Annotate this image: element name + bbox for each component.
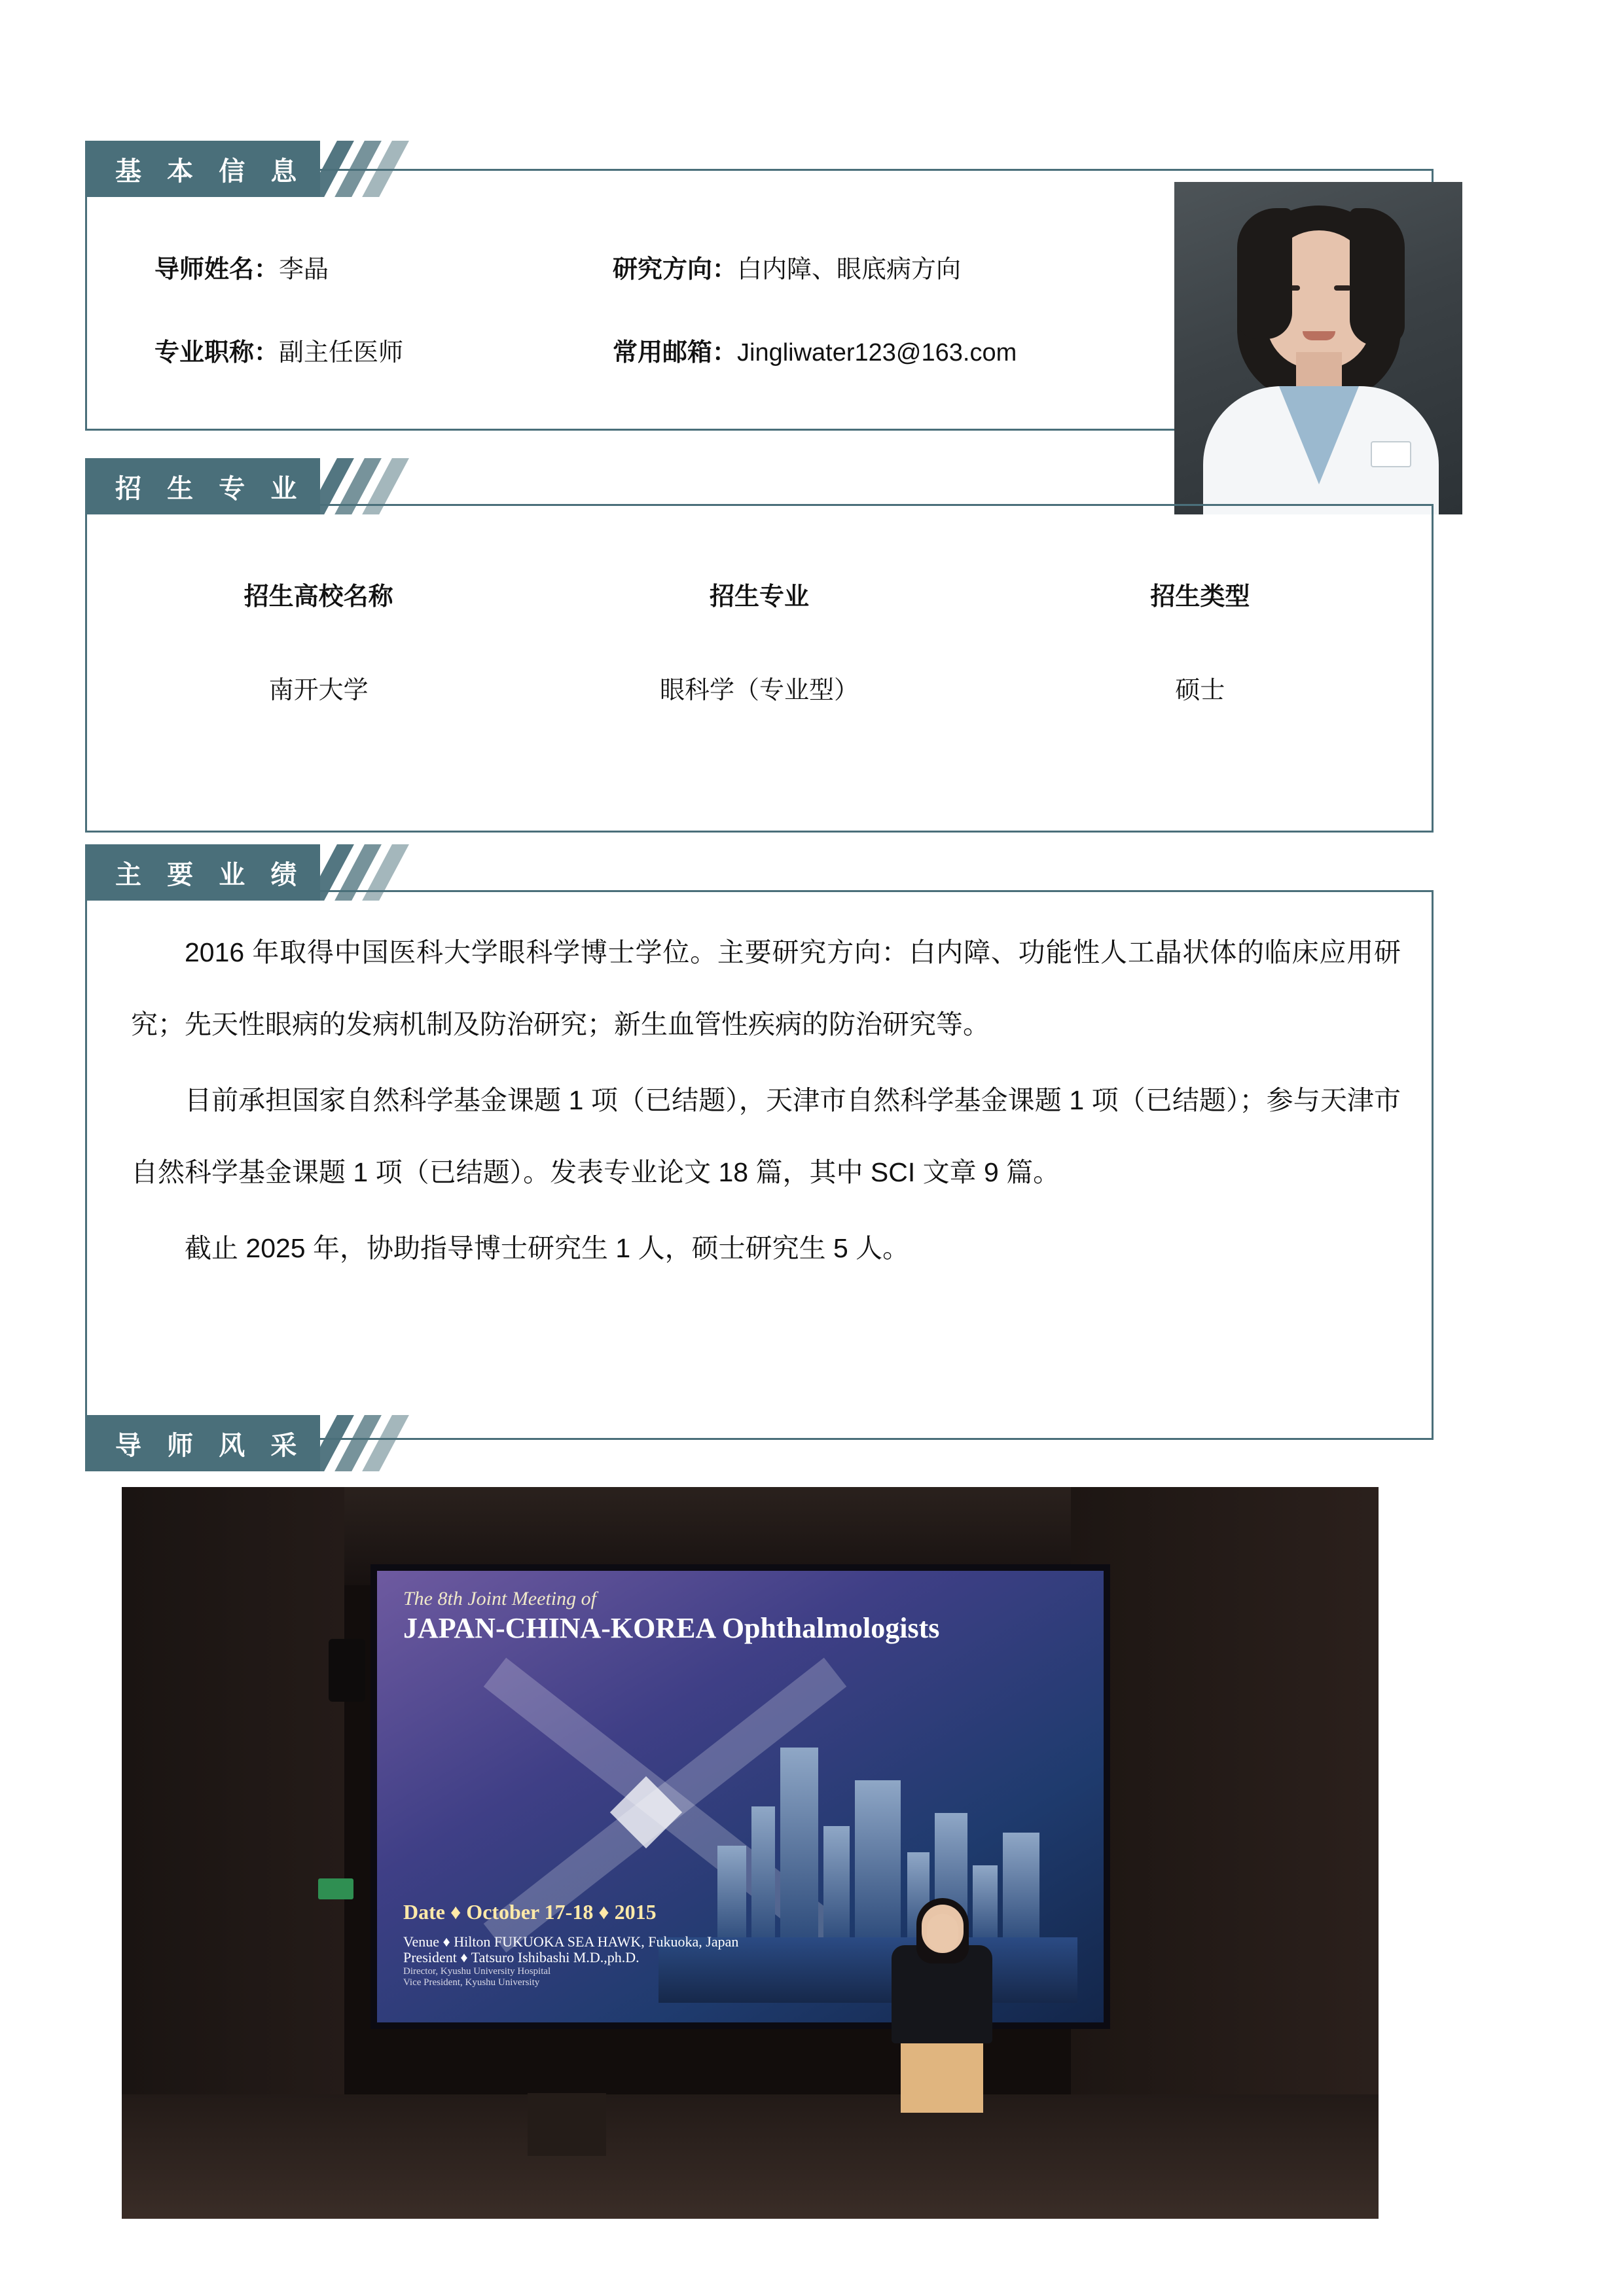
advisor-portrait-photo <box>1174 182 1462 514</box>
field-email <box>613 332 1017 368</box>
portrait-mouth <box>1303 331 1335 340</box>
section-header-majors <box>85 458 418 514</box>
field-professional-title-value: 副主任医师 <box>279 339 404 367</box>
slide-date: Date ♦ October 17-18 ♦ 2015 <box>403 1900 657 1924</box>
cell-type: 硕士 <box>1175 677 1225 704</box>
slide-title-line1: The 8th Joint Meeting of <box>403 1588 596 1609</box>
ribbon-tail-decoration <box>320 844 418 901</box>
column-header-major: 招生专业 <box>709 583 809 611</box>
section-title-basic-info: 基 本 信 息 <box>85 141 320 197</box>
field-advisor-name <box>154 249 613 285</box>
field-professional-title <box>154 332 613 368</box>
achievements-paragraph-1: 2016 年取得中国医科大学眼科学博士学位。主要研究方向：白内障、功能性人工晶状体的临床应用研究；先天性眼病的发病机制及防治研究；新生血管性疾病的防治研究等。 <box>131 937 1401 1039</box>
field-email-value: Jingliwater123@163.com <box>737 339 1017 367</box>
ribbon-tail-decoration <box>320 141 418 197</box>
achievements-paragraph-3: 截止 2025 年，协助指导博士研究生 1 人，硕士研究生 5 人。 <box>185 1233 910 1263</box>
slide-venue: Venue ♦ Hilton FUKUOKA SEA HAWK, Fukuoka, Japan <box>403 1933 739 1950</box>
field-research-direction-value: 白内障、眼底病方向 <box>737 256 962 283</box>
portrait-hair-left <box>1237 208 1292 339</box>
ribbon-tail-decoration <box>320 458 418 514</box>
photo-projection-screen <box>370 1564 1110 2029</box>
section-header-basic-info <box>85 141 418 197</box>
table-row <box>98 612 1420 706</box>
basic-info-fields <box>154 249 1267 415</box>
field-email-label: 常用邮箱： <box>613 339 738 367</box>
field-advisor-name-label: 导师姓名： <box>154 256 280 283</box>
majors-table-header <box>98 576 1420 612</box>
cell-major: 眼科学（专业型） <box>659 677 859 704</box>
photo-speaker-box <box>329 1639 365 1702</box>
slide-president-sub1: Director, Kyushu University Hospital <box>403 1966 551 1977</box>
portrait-eye-right <box>1334 285 1351 291</box>
achievements-paragraph-2: 目前承担国家自然科学基金课题 1 项（已结题），天津市自然科学基金课题 1 项（已结题）；参与天津市自然科学基金课题 1 项（已结题）。发表专业论文 18 篇，其中 SCI 文章 9 篇。 <box>131 1085 1401 1187</box>
achievements-text <box>131 916 1401 1288</box>
slide-president-name: President ♦ Tatsuro Ishibashi M.D.,ph.D. <box>403 1949 640 1965</box>
section-title-majors: 招 生 专 业 <box>85 458 320 514</box>
section-header-gallery <box>85 1415 418 1471</box>
majors-table <box>98 576 1420 706</box>
slide-title-line2: JAPAN-CHINA-KOREA Ophthalmologists <box>403 1612 940 1644</box>
basic-info-row-1 <box>154 249 1267 285</box>
field-advisor-name-value: 李晶 <box>279 256 329 283</box>
photo-floor <box>122 2094 1379 2219</box>
portrait-hair-right <box>1350 208 1405 346</box>
photo-speaker-face <box>927 1914 958 1952</box>
ribbon-tail-decoration <box>320 1415 418 1471</box>
photo-podium <box>528 2093 606 2156</box>
cell-university: 南开大学 <box>268 677 369 704</box>
field-research-direction-label: 研究方向： <box>613 256 738 283</box>
section-title-achievements: 主 要 业 绩 <box>85 844 320 901</box>
column-header-university: 招生高校名称 <box>244 583 393 611</box>
slide-president-sub2: Vice President, Kyushu University <box>403 1977 540 1988</box>
portrait-name-badge <box>1371 441 1411 467</box>
field-research-direction <box>613 249 961 285</box>
column-header-type: 招生类型 <box>1150 583 1250 611</box>
basic-info-row-2 <box>154 332 1267 368</box>
slide-city-skyline <box>717 1695 1058 1944</box>
slide-president <box>403 1949 640 1988</box>
exit-sign-icon <box>318 1878 353 1899</box>
field-professional-title-label: 专业职称： <box>154 339 280 367</box>
section-title-gallery: 导 师 风 采 <box>85 1415 320 1471</box>
section-header-achievements <box>85 844 418 901</box>
gallery-photo-conference <box>122 1487 1379 2219</box>
